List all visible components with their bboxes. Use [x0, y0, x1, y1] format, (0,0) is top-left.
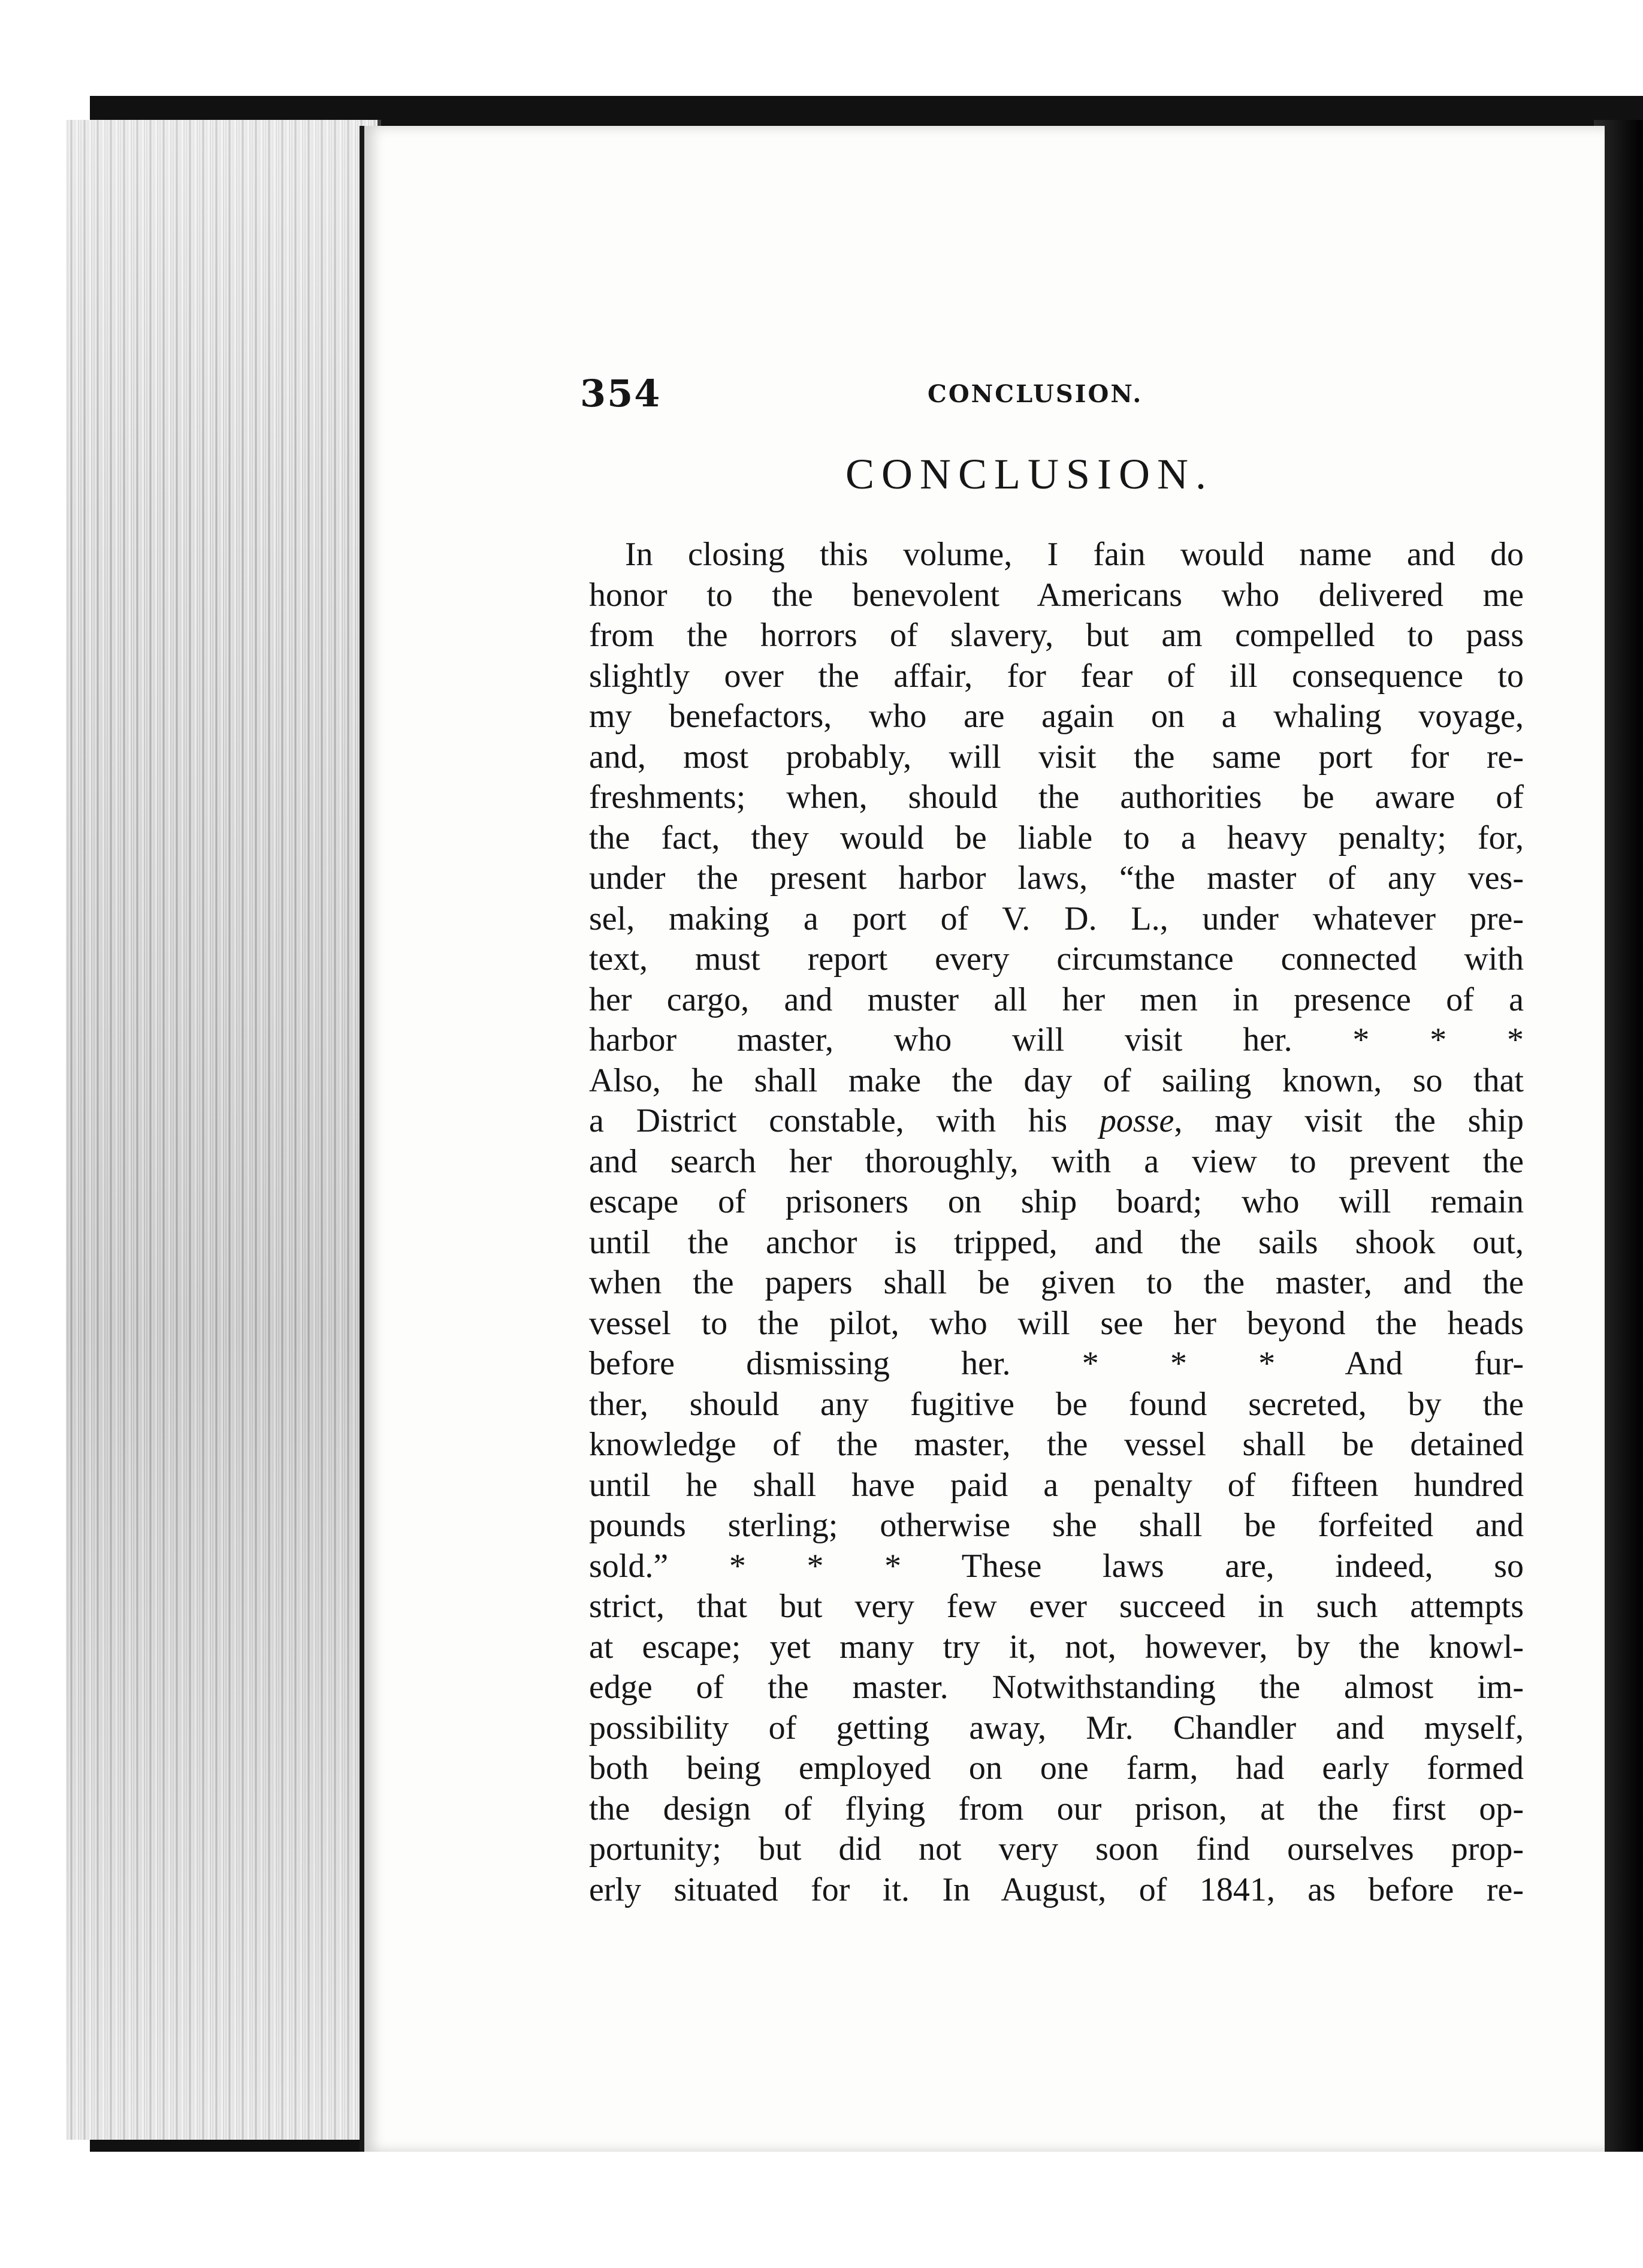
text-line: honor to the benevolent Americans who delivered me: [589, 576, 1524, 614]
text-line: and, most probably, will visit the same port for re-: [589, 738, 1524, 776]
text-line: both being employed on one farm, had early formed: [589, 1750, 1524, 1787]
page-number: 354: [580, 372, 662, 415]
text-line: pounds sterling; otherwise she shall be forfeited and: [589, 1507, 1524, 1544]
text-line: and search her thoroughly, with a view to prevent the: [589, 1142, 1524, 1180]
text-line: slightly over the affair, for fear of ill consequence to: [589, 657, 1524, 695]
text-line: the design of flying from our prison, at the first op-: [589, 1790, 1524, 1827]
text-line: from the horrors of slavery, but am compelled to pass: [589, 617, 1524, 654]
text-line: sold.” * * * These laws are, indeed, so: [589, 1547, 1524, 1585]
body-text: [589, 535, 1524, 1910]
text-line: the fact, they would be liable to a heavy penalty; for,: [589, 819, 1524, 856]
text-line: until the anchor is tripped, and the sails shook out,: [589, 1223, 1524, 1261]
text-line: when the papers shall be given to the master, and the: [589, 1264, 1524, 1301]
text-line: sel, making a port of V. D. L., under whatever pre-: [589, 900, 1524, 937]
text-line: possibility of getting away, Mr. Chandler and myself,: [589, 1709, 1524, 1747]
text-line: my benefactors, who are again on a whaling voyage,: [589, 698, 1524, 735]
text-line: freshments; when, should the authorities be aware of: [589, 779, 1524, 816]
text-line: her cargo, and muster all her men in presence of a: [589, 981, 1524, 1018]
text-line: strict, that but very few ever succeed in such attempts: [589, 1588, 1524, 1625]
running-title: CONCLUSION.: [928, 380, 1143, 408]
printed-page: [360, 126, 1605, 2152]
text-line: knowledge of the master, the vessel shall be detained: [589, 1426, 1524, 1463]
text-line: Also, he shall make the day of sailing known, so that: [589, 1061, 1524, 1099]
italic-word: posse: [1099, 1102, 1174, 1139]
text-line: until he shall have paid a penalty of fifteen hundred: [589, 1466, 1524, 1504]
text-line: text, must report every circumstance connected with: [589, 940, 1524, 978]
text-line: under the present harbor laws, “the master of any ves-: [589, 859, 1524, 897]
chapter-title: CONCLUSION.: [845, 450, 1214, 498]
running-head: [580, 372, 1503, 432]
text-line: before dismissing her. * * * And fur-: [589, 1345, 1524, 1382]
text-line: a District constable, with his posse, may visit the ship: [589, 1102, 1524, 1139]
text-line: edge of the master. Notwithstanding the almost im-: [589, 1669, 1524, 1706]
text-line: erly situated for it. In August, of 1841, as before re-: [589, 1871, 1524, 1908]
text-line: vessel to the pilot, who will see her beyond the heads: [589, 1304, 1524, 1342]
text-line: portunity; but did not very soon find ourselves prop-: [589, 1830, 1524, 1868]
text-line: ther, should any fugitive be found secreted, by the: [589, 1385, 1524, 1423]
text-line: harbor master, who will visit her. * * *: [589, 1021, 1524, 1058]
text-line: at escape; yet many try it, not, however, by the knowl-: [589, 1628, 1524, 1666]
text-line: In closing this volume, I fain would name and do: [625, 536, 1524, 573]
book-page-edges-shading: [66, 120, 377, 2140]
text-line: escape of prisoners on ship board; who will remain: [589, 1183, 1524, 1220]
